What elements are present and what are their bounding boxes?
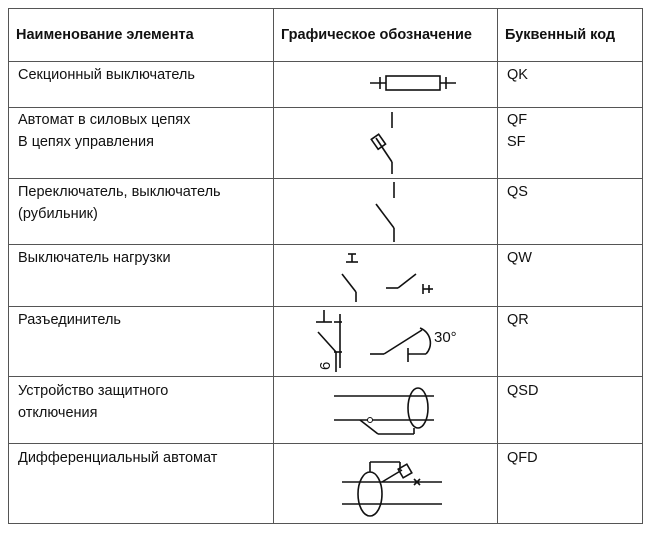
header-name: Наименование элемента [16, 27, 194, 43]
load-switch-icon [326, 248, 446, 304]
row-name: (рубильник) [18, 206, 98, 222]
row-code: QFD [507, 450, 538, 466]
row-name: отключения [18, 405, 98, 421]
row-code: QS [507, 184, 528, 200]
row-name: Выключатель нагрузки [18, 250, 171, 266]
angle-label: 30° [434, 329, 457, 346]
row-code: QF [507, 112, 528, 128]
knife-switch-icon [370, 180, 406, 244]
row-name: Переключатель, выключатель [18, 184, 221, 200]
rcbo-icon [338, 450, 448, 520]
element-table [8, 8, 643, 524]
header-symbol: Графическое обозначение [281, 27, 472, 43]
disconnector-icon [300, 308, 470, 374]
header-code: Буквенный код [505, 27, 616, 43]
sectional-switch-icon [368, 70, 458, 96]
dim-label: 6 [317, 361, 334, 370]
circuit-breaker-icon [366, 110, 406, 176]
row-name: Автомат в силовых цепях [18, 112, 191, 128]
row-name: Секционный выключатель [18, 67, 195, 83]
row-code: QR [507, 312, 529, 328]
row-code: QW [507, 250, 532, 266]
row-code: QK [507, 67, 528, 83]
row-code: SF [507, 134, 526, 150]
row-name: В цепях управления [18, 134, 154, 150]
row-name: Разъединитель [18, 312, 121, 328]
row-name: Дифференциальный автомат [18, 450, 218, 466]
row-name: Устройство защитного [18, 383, 169, 399]
row-code: QSD [507, 383, 539, 399]
rcd-icon [330, 378, 440, 440]
